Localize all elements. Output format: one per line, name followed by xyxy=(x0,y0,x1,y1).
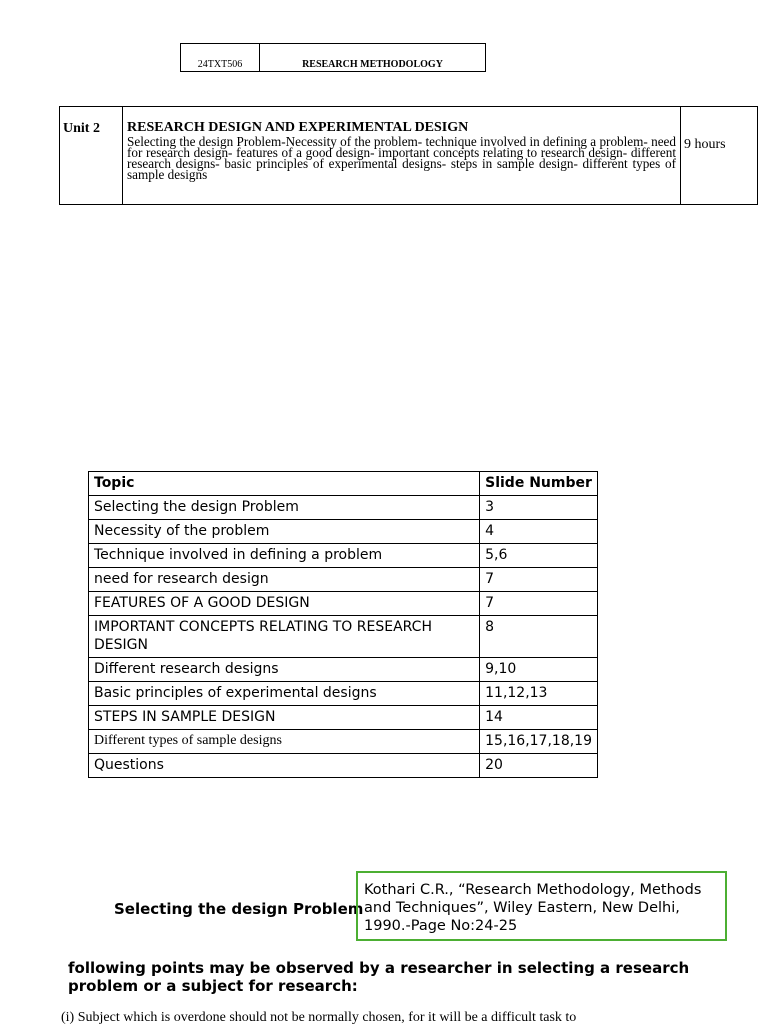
table-row xyxy=(89,496,598,520)
topic-cell: Selecting the design Problem xyxy=(89,496,480,520)
course-header-table xyxy=(180,43,486,72)
unit-title: RESEARCH DESIGN AND EXPERIMENTAL DESIGN xyxy=(127,120,469,135)
table-row xyxy=(89,754,598,778)
header-topic: Topic xyxy=(89,472,480,496)
course-code: 24TXT506 xyxy=(181,44,260,72)
topic-cell: Basic principles of experimental designs xyxy=(89,682,480,706)
table-row xyxy=(89,730,598,754)
table-row xyxy=(89,706,598,730)
topic-slide-table xyxy=(88,471,598,778)
reference-box: Kothari C.R., “Research Methodology, Methods and Techniques”, Wiley Eastern, New Delhi, 1990.-Page No:24-25 xyxy=(356,871,727,941)
topic-cell: IMPORTANT CONCEPTS RELATING TO RESEARCH DESIGN xyxy=(89,616,480,658)
slide-cell: 11,12,13 xyxy=(480,682,598,706)
table-row xyxy=(89,682,598,706)
table-header-row xyxy=(89,472,598,496)
slide-cell: 7 xyxy=(480,592,598,616)
slide-cell: 9,10 xyxy=(480,658,598,682)
table-row xyxy=(89,544,598,568)
topic-cell: FEATURES OF A GOOD DESIGN xyxy=(89,592,480,616)
unit-table xyxy=(59,106,758,205)
table-row xyxy=(89,520,598,544)
unit-label: Unit 2 xyxy=(60,107,123,205)
slide-cell: 20 xyxy=(480,754,598,778)
point-1-text: (i) Subject which is overdone should not be normally chosen, for it will be a difficult task to xyxy=(61,1010,577,1025)
table-row xyxy=(89,592,598,616)
course-name: RESEARCH METHODOLOGY xyxy=(260,44,486,72)
section-heading: Selecting the design Problem xyxy=(114,900,364,918)
unit-content xyxy=(123,107,681,205)
unit-description: Selecting the design Problem-Necessity of the problem- technique involved in defining a problem- need for research design- features of a good design- important concepts relating to research design- different research designs- basic principles of experimental designs- steps in sample design- different types of sample designs xyxy=(127,134,676,182)
slide-cell: 7 xyxy=(480,568,598,592)
table-row xyxy=(89,568,598,592)
slide-cell: 5,6 xyxy=(480,544,598,568)
unit-hours: 9 hours xyxy=(681,107,758,205)
topic-cell: Necessity of the problem xyxy=(89,520,480,544)
slide-cell: 15,16,17,18,19 xyxy=(480,730,598,754)
table-row xyxy=(89,616,598,658)
slide-cell: 8 xyxy=(480,616,598,658)
topic-cell: Different types of sample designs xyxy=(89,730,480,754)
slide-cell: 14 xyxy=(480,706,598,730)
topic-cell: need for research design xyxy=(89,568,480,592)
topic-cell: Different research designs xyxy=(89,658,480,682)
topic-cell: Technique involved in defining a problem xyxy=(89,544,480,568)
header-slide-number: Slide Number xyxy=(480,472,598,496)
selection-note: following points may be observed by a researcher in selecting a research problem or a subject for research: xyxy=(68,959,690,995)
slide-cell: 4 xyxy=(480,520,598,544)
slide-cell: 3 xyxy=(480,496,598,520)
table-row xyxy=(89,658,598,682)
topic-cell: STEPS IN SAMPLE DESIGN xyxy=(89,706,480,730)
topic-cell: Questions xyxy=(89,754,480,778)
